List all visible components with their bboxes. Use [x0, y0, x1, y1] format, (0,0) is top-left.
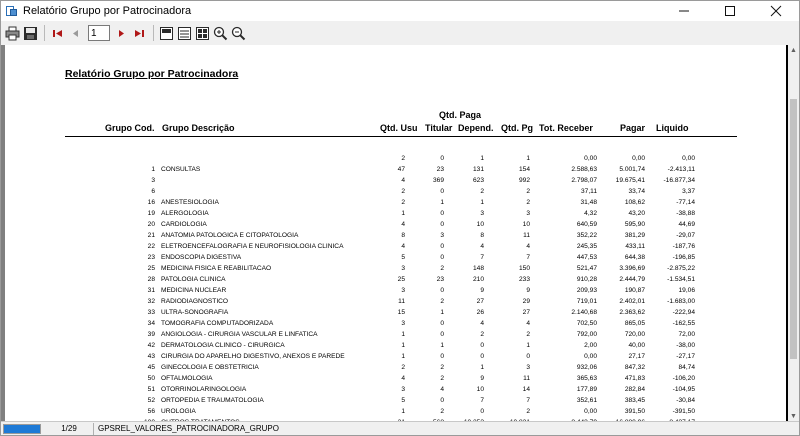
cell-tot-receber: 0,00	[584, 353, 597, 360]
cell-grupo-descricao: DERMATOLOGIA CLINICO - CIRURGICA	[161, 342, 285, 349]
minimize-button[interactable]	[661, 1, 707, 21]
page-view-icon	[159, 26, 174, 41]
cell-tot-receber: 0,00	[584, 155, 597, 162]
cell-pagar: 40,00	[628, 342, 645, 349]
cell-titular: 0	[440, 331, 444, 338]
window-title: Relatório Grupo por Patrocinadora	[23, 5, 192, 17]
header-divider	[65, 136, 737, 137]
table-row	[5, 219, 765, 230]
cell-titular: 0	[440, 188, 444, 195]
table-row	[5, 153, 765, 164]
cell-depend: 3	[480, 210, 484, 217]
table-row	[5, 208, 765, 219]
table-row	[5, 307, 765, 318]
cell-liquido: 44,69	[678, 221, 695, 228]
cell-liquido: 0,00	[682, 155, 695, 162]
cell-titular: 0	[440, 243, 444, 250]
cell-titular: 2	[440, 408, 444, 415]
cell-depend: 27	[476, 298, 484, 305]
printer-icon	[5, 26, 20, 41]
header-titular: Titular	[425, 123, 453, 133]
cell-pagar: 720,00	[624, 331, 645, 338]
cell-grupo-cod: 6	[151, 188, 155, 195]
cell-grupo-descricao: ANGIOLOGIA - CIRURGIA VASCULAR E LINFATICA	[161, 331, 318, 338]
cell-depend: 7	[480, 397, 484, 404]
cell-grupo-descricao: MEDICINA FISICA E REABILITACAO	[161, 265, 272, 272]
cell-titular: 0	[440, 287, 444, 294]
status-progress	[3, 424, 41, 434]
cell-pagar: 383,45	[624, 397, 645, 404]
table-row	[5, 384, 765, 395]
cell-pagar: 847,32	[624, 364, 645, 371]
cell-qtd-usu: 3	[401, 265, 405, 272]
cell-qtd-usu: 11	[398, 298, 405, 305]
cell-depend: 210	[472, 276, 484, 283]
zoom-in-icon	[213, 26, 228, 41]
cell-qtd-pg: 3	[526, 364, 530, 371]
table-row	[5, 329, 765, 340]
cell-qtd-usu: 25	[397, 276, 405, 283]
cell-grupo-cod: 19	[147, 210, 155, 217]
table-row	[5, 395, 765, 406]
table-row	[5, 263, 765, 274]
toolbar-separator	[153, 25, 154, 41]
cell-qtd-pg: 14	[522, 386, 530, 393]
cell-qtd-usu: 15	[397, 309, 405, 316]
cell-tot-receber: 0,00	[584, 408, 597, 415]
cell-grupo-cod: 1	[151, 166, 155, 173]
cell-depend: 1	[480, 199, 484, 206]
cell-liquido: 19,06	[678, 287, 695, 294]
save-icon	[23, 26, 38, 41]
cell-pagar: 5.001,74	[619, 166, 645, 173]
cell-grupo-cod: 50	[147, 375, 155, 382]
zoom-out-icon	[231, 26, 246, 41]
cell-qtd-pg: 0	[526, 353, 530, 360]
cell-pagar: 0,00	[632, 155, 645, 162]
cell-grupo-descricao: GINECOLOGIA E OBSTETRICIA	[161, 364, 259, 371]
cell-liquido: -187,76	[672, 243, 695, 250]
cell-pagar: 433,11	[625, 243, 645, 250]
cell-liquido: -1.683,00	[667, 298, 695, 305]
cell-grupo-descricao: ENDOSCOPIA DIGESTIVA	[161, 254, 242, 261]
page-count: 1/29	[61, 424, 77, 433]
cell-qtd-usu: 1	[401, 353, 405, 360]
cell-grupo-cod: 28	[147, 276, 155, 283]
table-row	[5, 197, 765, 208]
cell-titular: 0	[440, 353, 444, 360]
toolbar-separator	[44, 25, 45, 41]
cell-qtd-pg: 27	[522, 309, 530, 316]
cell-pagar: 2.402,01	[619, 298, 645, 305]
report-page	[5, 45, 788, 435]
cell-qtd-pg: 2	[526, 408, 530, 415]
cell-depend: 4	[480, 243, 484, 250]
cell-qtd-usu: 5	[401, 254, 405, 261]
cell-grupo-cod: 45	[147, 364, 155, 371]
cell-grupo-descricao: PATOLOGIA CLINICA	[161, 276, 226, 283]
previous-page-button[interactable]	[67, 25, 84, 42]
cell-titular: 0	[440, 155, 444, 162]
scrollbar-thumb[interactable]	[790, 99, 797, 359]
cell-depend: 148	[472, 265, 484, 272]
cell-grupo-cod: 52	[147, 397, 155, 404]
cell-tot-receber: 2.140,68	[571, 309, 597, 316]
cell-pagar: 644,38	[624, 254, 645, 261]
cell-pagar: 27,17	[628, 353, 645, 360]
previous-page-icon	[68, 26, 83, 41]
table-row	[5, 373, 765, 384]
report-rows	[5, 153, 765, 428]
cell-titular: 2	[440, 364, 444, 371]
cell-qtd-usu: 1	[401, 331, 405, 338]
cell-qtd-pg: 2	[526, 331, 530, 338]
cell-qtd-pg: 2	[526, 188, 530, 195]
cell-tot-receber: 37,11	[580, 188, 597, 195]
cell-tot-receber: 352,22	[576, 232, 597, 239]
cell-liquido: -222,94	[672, 309, 695, 316]
cell-grupo-descricao: ELETROENCEFALOGRAFIA E NEUROFISIOLOGIA CLINICA	[161, 243, 344, 250]
cell-pagar: 381,29	[624, 232, 645, 239]
cell-titular: 2	[440, 375, 444, 382]
cell-grupo-cod: 16	[147, 199, 155, 206]
cell-qtd-pg: 992	[518, 177, 530, 184]
cell-pagar: 108,62	[624, 199, 645, 206]
cell-pagar: 190,87	[624, 287, 645, 294]
cell-grupo-cod: 51	[147, 386, 155, 393]
cell-tot-receber: 640,59	[576, 221, 597, 228]
cell-titular: 23	[436, 166, 444, 173]
cell-pagar: 2.444,79	[619, 276, 645, 283]
cell-qtd-usu: 8	[401, 232, 405, 239]
cell-liquido: -38,88	[676, 210, 695, 217]
cell-liquido: -162,55	[672, 320, 695, 327]
table-row	[5, 186, 765, 197]
zoom-out-button[interactable]	[230, 25, 247, 42]
cell-grupo-descricao: TOMOGRAFIA COMPUTADORIZADA	[161, 320, 274, 327]
cell-pagar: 3.396,69	[619, 265, 645, 272]
two-page-view-icon	[177, 26, 192, 41]
cell-grupo-descricao: MEDICINA NUCLEAR	[161, 287, 227, 294]
table-row	[5, 175, 765, 186]
cell-titular: 1	[440, 199, 444, 206]
cell-depend: 10	[476, 386, 484, 393]
save-button[interactable]	[22, 25, 39, 42]
cell-depend: 26	[476, 309, 484, 316]
cell-tot-receber: 910,28	[576, 276, 597, 283]
cell-pagar: 43,20	[628, 210, 645, 217]
table-row	[5, 241, 765, 252]
vertical-scrollbar[interactable]	[788, 45, 799, 421]
cell-grupo-cod: 33	[147, 309, 155, 316]
cell-grupo-descricao: ULTRA-SONOGRAFIA	[161, 309, 229, 316]
cell-depend: 9	[480, 287, 484, 294]
cell-grupo-cod: 25	[147, 265, 155, 272]
cell-liquido: -2.413,11	[667, 166, 695, 173]
cell-pagar: 19.675,41	[615, 177, 645, 184]
table-row	[5, 296, 765, 307]
cell-grupo-cod: 22	[147, 243, 155, 250]
cell-grupo-descricao: ALERGOLOGIA	[161, 210, 209, 217]
table-row	[5, 252, 765, 263]
cell-grupo-descricao: CIRURGIA DO APARELHO DIGESTIVO, ANEXOS E PAREDE	[161, 353, 345, 360]
table-row	[5, 230, 765, 241]
close-icon	[771, 6, 781, 16]
cell-grupo-cod: 39	[147, 331, 155, 338]
cell-qtd-pg: 11	[523, 232, 530, 239]
cell-tot-receber: 2.798,07	[571, 177, 597, 184]
table-row	[5, 318, 765, 329]
cell-pagar: 471,83	[624, 375, 645, 382]
cell-depend: 8	[480, 232, 484, 239]
multi-page-view-icon	[195, 26, 210, 41]
two-page-view-button[interactable]	[176, 25, 193, 42]
cell-pagar: 595,90	[624, 221, 645, 228]
multi-page-view-button[interactable]	[194, 25, 211, 42]
table-row	[5, 340, 765, 351]
cell-pagar: 33,74	[628, 188, 645, 195]
status-separator	[93, 423, 94, 435]
maximize-button[interactable]	[707, 1, 753, 21]
cell-pagar: 282,84	[624, 386, 645, 393]
toolbar	[1, 21, 799, 45]
cell-grupo-descricao: CONSULTAS	[161, 166, 201, 173]
cell-depend: 10	[476, 221, 484, 228]
cell-tot-receber: 352,61	[576, 397, 597, 404]
header-pagar: Pagar	[620, 123, 646, 133]
cell-grupo-cod: 32	[147, 298, 155, 305]
page-view-button[interactable]	[158, 25, 175, 42]
cell-tot-receber: 4,32	[584, 210, 597, 217]
cell-qtd-pg: 9	[526, 287, 530, 294]
cell-liquido: -106,20	[672, 375, 695, 382]
cell-titular: 1	[440, 309, 444, 316]
cell-grupo-descricao: ORTOPEDIA E TRAUMATOLOGIA	[161, 397, 264, 404]
cell-grupo-cod: 31	[147, 287, 155, 294]
cell-grupo-cod: 43	[147, 353, 155, 360]
cell-depend: 1	[480, 155, 484, 162]
cell-tot-receber: 2.588,63	[571, 166, 597, 173]
cell-grupo-descricao: UROLOGIA	[161, 408, 196, 415]
cell-qtd-pg: 7	[526, 254, 530, 261]
cell-qtd-usu: 2	[401, 364, 405, 371]
cell-qtd-pg: 154	[518, 166, 530, 173]
cell-depend: 623	[472, 177, 484, 184]
table-row	[5, 362, 765, 373]
cell-qtd-usu: 3	[401, 386, 405, 393]
scroll-down-icon[interactable]: ▼	[790, 412, 797, 420]
cell-titular: 2	[440, 298, 444, 305]
cell-tot-receber: 792,00	[576, 331, 597, 338]
cell-grupo-cod: 34	[147, 320, 155, 327]
table-row	[5, 164, 765, 175]
cell-qtd-usu: 4	[401, 221, 405, 228]
cell-depend: 9	[480, 375, 484, 382]
cell-liquido: -38,00	[676, 342, 695, 349]
cell-depend: 131	[472, 166, 484, 173]
cell-grupo-descricao: ANESTESIOLOGIA	[161, 199, 219, 206]
page-number-input[interactable]	[88, 25, 110, 41]
table-row	[5, 285, 765, 296]
header-grupo-cod: Grupo Cod.	[105, 123, 155, 133]
cell-liquido: 84,74	[678, 364, 695, 371]
cell-qtd-pg: 10	[522, 221, 530, 228]
report-title: Relatório Grupo por Patrocinadora	[65, 68, 239, 80]
header-tot-receber: Tot. Receber	[539, 123, 593, 133]
cell-tot-receber: 702,50	[576, 320, 597, 327]
cell-pagar: 865,05	[624, 320, 645, 327]
first-page-icon	[50, 26, 65, 41]
cell-depend: 2	[480, 188, 484, 195]
cell-qtd-pg: 150	[518, 265, 530, 272]
cell-liquido: -27,17	[676, 353, 695, 360]
cell-qtd-usu: 4	[401, 177, 405, 184]
report-name: GPSREL_VALORES_PATROCINADORA_GRUPO	[98, 424, 279, 433]
cell-grupo-cod: 3	[151, 177, 155, 184]
cell-titular: 0	[440, 210, 444, 217]
cell-grupo-cod: 56	[147, 408, 155, 415]
cell-titular: 4	[440, 386, 444, 393]
window-controls	[661, 1, 799, 21]
cell-depend: 0	[480, 353, 484, 360]
cell-liquido: -77,14	[676, 199, 695, 206]
cell-liquido: -16.877,34	[663, 177, 695, 184]
cell-grupo-descricao: OTORRINOLARINGOLOGIA	[161, 386, 247, 393]
cell-liquido: -104,95	[672, 386, 695, 393]
scroll-up-icon[interactable]: ▲	[790, 46, 797, 54]
cell-qtd-usu: 1	[401, 342, 405, 349]
cell-tot-receber: 521,47	[576, 265, 597, 272]
cell-grupo-descricao: OFTALMOLOGIA	[161, 375, 213, 382]
last-page-icon	[132, 26, 147, 41]
status-bar	[1, 421, 799, 435]
cell-qtd-pg: 4	[526, 243, 530, 250]
cell-tot-receber: 209,93	[576, 287, 597, 294]
cell-qtd-pg: 2	[526, 199, 530, 206]
cell-depend: 4	[480, 320, 484, 327]
cell-tot-receber: 31,48	[580, 199, 597, 206]
first-page-button[interactable]	[49, 25, 66, 42]
cell-grupo-cod: 20	[147, 221, 155, 228]
cell-qtd-usu: 5	[401, 397, 405, 404]
cell-tot-receber: 719,01	[576, 298, 597, 305]
header-grupo-descricao: Grupo Descrição	[162, 123, 235, 133]
cell-titular: 0	[440, 397, 444, 404]
close-button[interactable]	[753, 1, 799, 21]
cell-qtd-pg: 7	[526, 397, 530, 404]
report-viewer[interactable]	[1, 45, 799, 421]
table-row	[5, 406, 765, 417]
cell-liquido: -196,85	[672, 254, 695, 261]
cell-titular: 2	[440, 265, 444, 272]
cell-tot-receber: 177,89	[576, 386, 597, 393]
cell-depend: 2	[480, 331, 484, 338]
zoom-in-button[interactable]	[212, 25, 229, 42]
cell-qtd-usu: 3	[401, 287, 405, 294]
app-icon	[6, 5, 18, 17]
cell-qtd-usu: 4	[401, 375, 405, 382]
cell-tot-receber: 932,06	[576, 364, 597, 371]
next-page-icon	[114, 26, 129, 41]
cell-titular: 3	[440, 232, 444, 239]
maximize-icon	[725, 6, 735, 16]
cell-qtd-usu: 1	[401, 210, 405, 217]
cell-tot-receber: 447,53	[576, 254, 597, 261]
cell-pagar: 2.363,62	[619, 309, 645, 316]
cell-titular: 0	[440, 221, 444, 228]
cell-liquido: -1.534,51	[667, 276, 695, 283]
cell-qtd-usu: 3	[401, 320, 405, 327]
cell-titular: 369	[432, 177, 444, 184]
cell-titular: 0	[440, 320, 444, 327]
cell-grupo-descricao: CARDIOLOGIA	[161, 221, 207, 228]
cell-qtd-pg: 4	[526, 320, 530, 327]
table-row	[5, 351, 765, 362]
cell-liquido: 3,37	[682, 188, 695, 195]
cell-tot-receber: 365,63	[576, 375, 597, 382]
cell-liquido: -29,07	[676, 232, 695, 239]
cell-grupo-cod: 23	[147, 254, 155, 261]
cell-qtd-usu: 1	[401, 408, 405, 415]
header-qtd-usu: Qtd. Usu	[380, 123, 418, 133]
cell-grupo-descricao: RADIODIAGNOSTICO	[161, 298, 229, 305]
cell-grupo-cod: 21	[147, 232, 155, 239]
header-qtd-paga: Qtd. Paga	[439, 110, 482, 120]
cell-grupo-descricao: ANATOMIA PATOLOGICA E CITOPATOLOGIA	[161, 232, 299, 239]
cell-liquido: 72,00	[678, 331, 695, 338]
cell-qtd-usu: 2	[401, 155, 405, 162]
print-button[interactable]	[4, 25, 21, 42]
cell-qtd-pg: 233	[518, 276, 530, 283]
cell-qtd-usu: 2	[401, 199, 405, 206]
title-bar	[1, 1, 799, 21]
cell-depend: 0	[480, 408, 484, 415]
cell-qtd-usu: 47	[397, 166, 405, 173]
last-page-button[interactable]	[131, 25, 148, 42]
cell-qtd-pg: 29	[522, 298, 530, 305]
cell-liquido: -2.875,22	[667, 265, 695, 272]
next-page-button[interactable]	[113, 25, 130, 42]
cell-depend: 0	[480, 342, 484, 349]
header-qtd-pg: Qtd. Pg	[501, 123, 533, 133]
cell-qtd-usu: 4	[401, 243, 405, 250]
minimize-icon	[679, 6, 689, 16]
cell-tot-receber: 2,00	[584, 342, 597, 349]
cell-qtd-pg: 11	[523, 375, 530, 382]
cell-qtd-pg: 1	[526, 155, 530, 162]
header-depend: Depend.	[458, 123, 494, 133]
cell-qtd-usu: 2	[401, 188, 405, 195]
cell-titular: 1	[440, 342, 444, 349]
cell-grupo-cod: 42	[147, 342, 155, 349]
header-liquido: Liquido	[656, 123, 689, 133]
cell-liquido: -391,50	[672, 408, 695, 415]
cell-depend: 7	[480, 254, 484, 261]
cell-qtd-pg: 1	[526, 342, 530, 349]
cell-tot-receber: 245,35	[576, 243, 597, 250]
cell-titular: 23	[436, 276, 444, 283]
cell-qtd-pg: 3	[526, 210, 530, 217]
cell-pagar: 391,50	[624, 408, 645, 415]
table-row	[5, 274, 765, 285]
cell-depend: 1	[480, 364, 484, 371]
cell-liquido: -30,84	[676, 397, 695, 404]
cell-titular: 0	[440, 254, 444, 261]
